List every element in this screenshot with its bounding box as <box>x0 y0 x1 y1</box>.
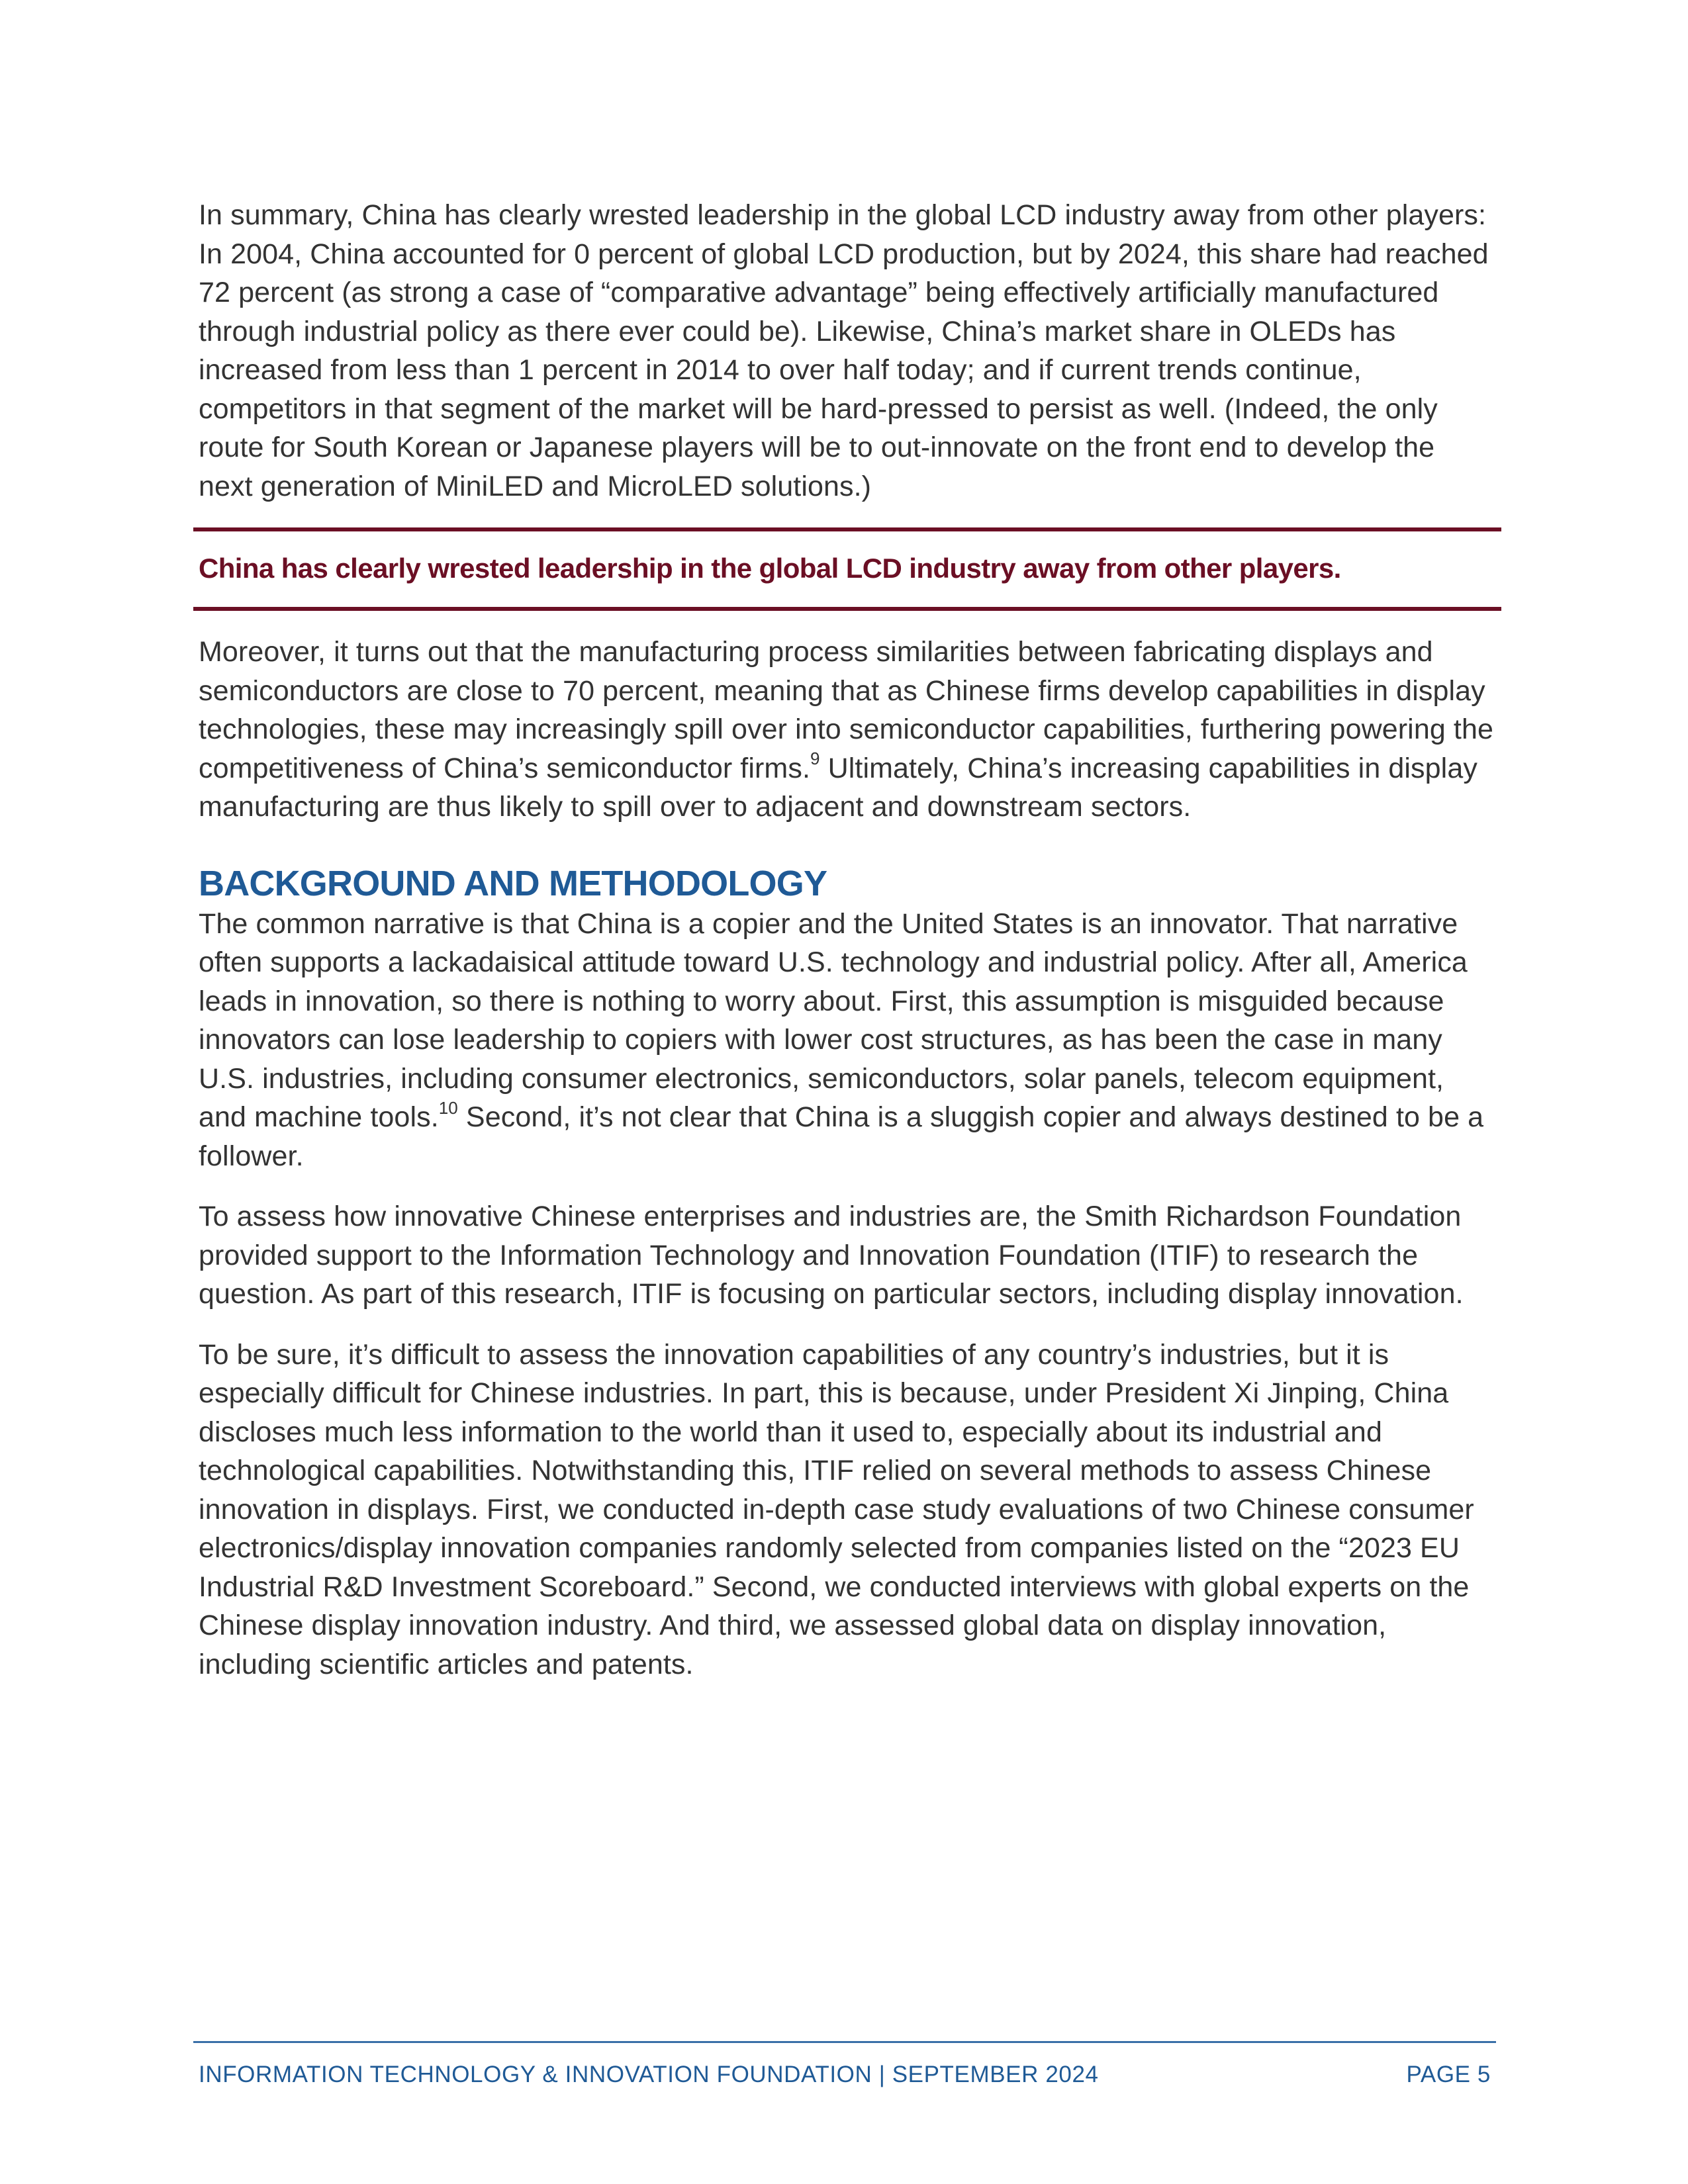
paragraph-narrative <box>199 905 1496 1176</box>
pull-quote-text: China has clearly wrested leadership in the global LCD industry away from other players. <box>199 553 1341 584</box>
paragraph-narrative-continued: Second, it’s not clear that China is a sluggish copier and always destined to be a follower. <box>199 1101 1484 1172</box>
footnote-ref-9[interactable]: 9 <box>810 749 820 769</box>
paragraph-to-be-sure: To be sure, it’s difficult to assess the innovation capabilities of any country’s industries, but it is especially difficult for Chinese industries. In part, this is because, under President Xi Jinping, China discloses much less information to the world than it used to, especially about its industrial and technological capabilities. Notwithstanding this, ITIF relied on several methods to assess Chinese innovation in displays. First, we conducted in-depth case study evaluations of two Chinese consumer electronics/display innovation companies randomly selected from companies listed on the “2023 EU Industrial R&D Investment Scoreboard.” Second, we conducted interviews with global experts on the Chinese display innovation industry. And third, we assessed global data on display innovation, including scientific articles and patents. <box>199 1338 1474 1680</box>
footnote-ref-10[interactable]: 10 <box>438 1097 458 1118</box>
footer-publisher: INFORMATION TECHNOLOGY & INNOVATION FOUNDATION | SEPTEMBER 2024 <box>199 2062 1099 2087</box>
paragraph-moreover <box>199 633 1496 827</box>
pull-quote <box>193 527 1501 611</box>
paragraph-assess: To assess how innovative Chinese enterprises and industries are, the Smith Richardson Foundation provided support to the Information Technology and Innovation Foundation (ITIF) to research the question. As part of this research, ITIF is focusing on particular sectors, including display innovation. <box>199 1201 1464 1310</box>
footer-row <box>193 2043 1496 2089</box>
paragraph-summary: In summary, China has clearly wrested leadership in the global LCD industry away from other players: In 2004, China accounted for 0 percent of global LCD production, but by 2024, this share had reached 72 percent (as strong a case of “comparative advantage” being effectively artificially manufactured through industrial policy as there ever could be). Likewise, China’s market share in OLEDs has increased from less than 1 percent in 2014 to over half today; and if current trends continue, competitors in that segment of the market will be hard-pressed to persist as well. (Indeed, the only route for South Korean or Japanese players will be to out-innovate on the front end to develop the next generation of MiniLED and MicroLED solutions.) <box>199 199 1489 502</box>
page-footer <box>193 2041 1496 2089</box>
paragraph-moreover-text: Moreover, it turns out that the manufacturing process similarities between fabricating displays and semiconductors are close to 70 percent, meaning that as Chinese firms develop capabilities in display technologies, these may increasingly spill over into semiconductor capabilities, furthering powering the competitiveness of China’s semiconductor firms. <box>199 636 1493 784</box>
paragraph-narrative-text: The common narrative is that China is a copier and the United States is an innovator. That narrative often supports a lackadaisical attitude toward U.S. technology and industrial policy. After all, America leads in innovation, so there is nothing to worry about. First, this assumption is misguided because innovators can lose leadership to copiers with lower cost structures, as has been the case in many U.S. industries, including consumer electronics, semiconductors, solar panels, telecom equipment, and machine tools. <box>199 907 1468 1133</box>
page-content <box>199 196 1496 1706</box>
page-number: PAGE 5 <box>1406 2062 1491 2087</box>
section-heading: BACKGROUND AND METHODOLOGY <box>199 863 827 903</box>
paragraph-moreover-continued: Ultimately, China’s increasing capabilities in display manufacturing are thus likely to spill over to adjacent and downstream sectors. <box>199 752 1477 823</box>
